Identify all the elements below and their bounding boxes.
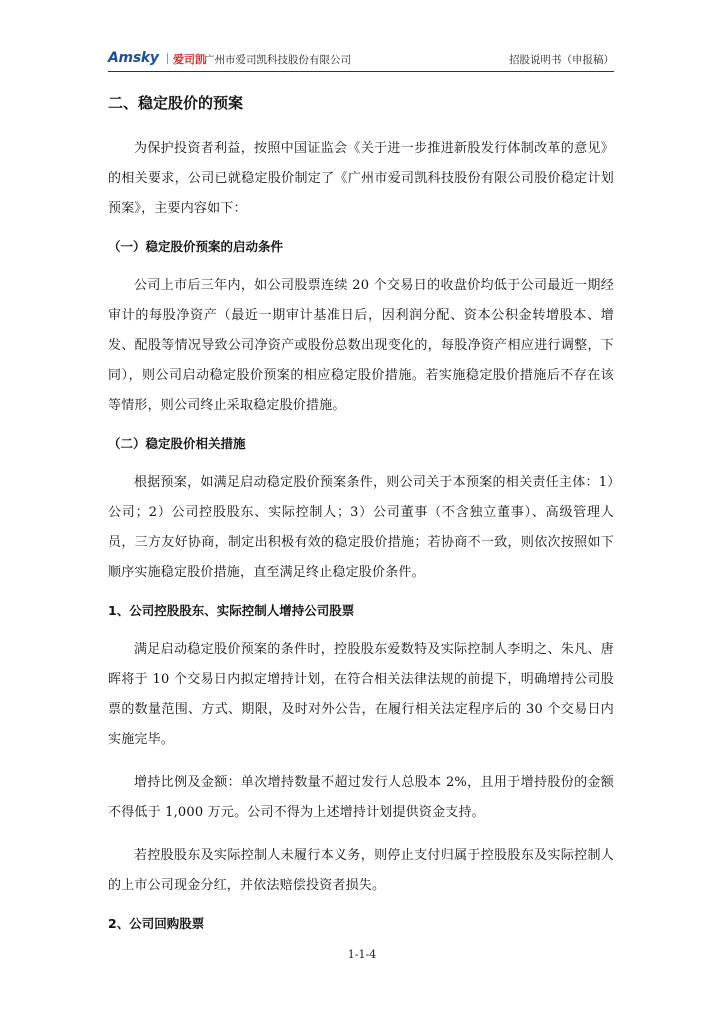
item-heading-shareholder-increase: 1、公司控股股东、实际控制人增持公司股票: [108, 603, 355, 618]
item-heading-buyback: 2、公司回购股票: [108, 916, 205, 931]
increase-ratio-paragraph: 增持比例及金额：单次增持数量不超过发行人总股本 2%，且用于增持股份的金额不得低于 1,000 万元。公司不得为上述增持计划提供资金支持。: [108, 775, 614, 820]
logo-divider: [167, 53, 168, 64]
page-number: 1-1-4: [347, 948, 377, 961]
measures-paragraph: 根据预案，如满足启动稳定股价预案条件，则公司关于本预案的相关责任主体：1）公司；2）公司控股股东、实际控制人；3）公司董事（不含独立董事）、高级管理人员，三方友好协商，制定出积极有效的稳定股价措施；若协商不一致，则依次按照如下顺序实施稳定股价措施，直至满足终止稳定股价条件。: [108, 475, 614, 580]
subsection-heading-measures: （二）稳定股价相关措施: [108, 436, 246, 451]
trigger-paragraph: 公司上市后三年内，如公司股票连续 20 个交易日的收盘价均低于公司最近一期经审计的每股净资产（最近一期审计基准日后，因利润分配、资本公积金转增股本、增发、配股等情况导致公司净资产或股份总数出现变化的，每股净资产相应进行调整，下同），则公司启动稳定股价预案的相应稳定股价措施。若实施稳定股价措施后不存在该等情形，则公司终止采取稳定股价措施。: [108, 278, 614, 413]
intro-paragraph: 为保护投资者利益，按照中国证监会《关于进一步推进新股发行体制改革的意见》的相关要求，公司已就稳定股价制定了《广州市爱司凯科技股份有限公司股价稳定计划预案》，主要内容如下：: [108, 141, 614, 216]
default-consequence-paragraph: 若控股股东及实际控制人未履行本义务，则停止支付归属于控股股东及实际控制人的上市公司现金分红，并依法赔偿投资者损失。: [108, 848, 614, 893]
amsky-logo-cn: 爱司凯: [173, 53, 206, 66]
section-title: 二、稳定股价的预案: [108, 94, 244, 112]
page-header: [108, 50, 614, 72]
amsky-logo: Amsky: [108, 50, 159, 66]
document-body: [108, 92, 614, 948]
increase-plan-paragraph: 满足启动稳定股价预案的条件时，控股股东爱数特及实际控制人李明之、朱凡、唐晖将于 10 个交易日内拟定增持计划，在符合相关法律法规的前提下，明确增持公司股票的数量范围、方式、期限，及时对外公告，在履行相关法定程序后的 30 个交易日内实施完毕。: [108, 642, 614, 747]
subsection-heading-trigger: （一）稳定股价预案的启动条件: [108, 239, 284, 254]
document-type: 招股说明书（申报稿）: [509, 54, 614, 66]
company-name: 广州市爱司凯科技股份有限公司: [204, 54, 351, 66]
header-rule: [108, 71, 614, 72]
